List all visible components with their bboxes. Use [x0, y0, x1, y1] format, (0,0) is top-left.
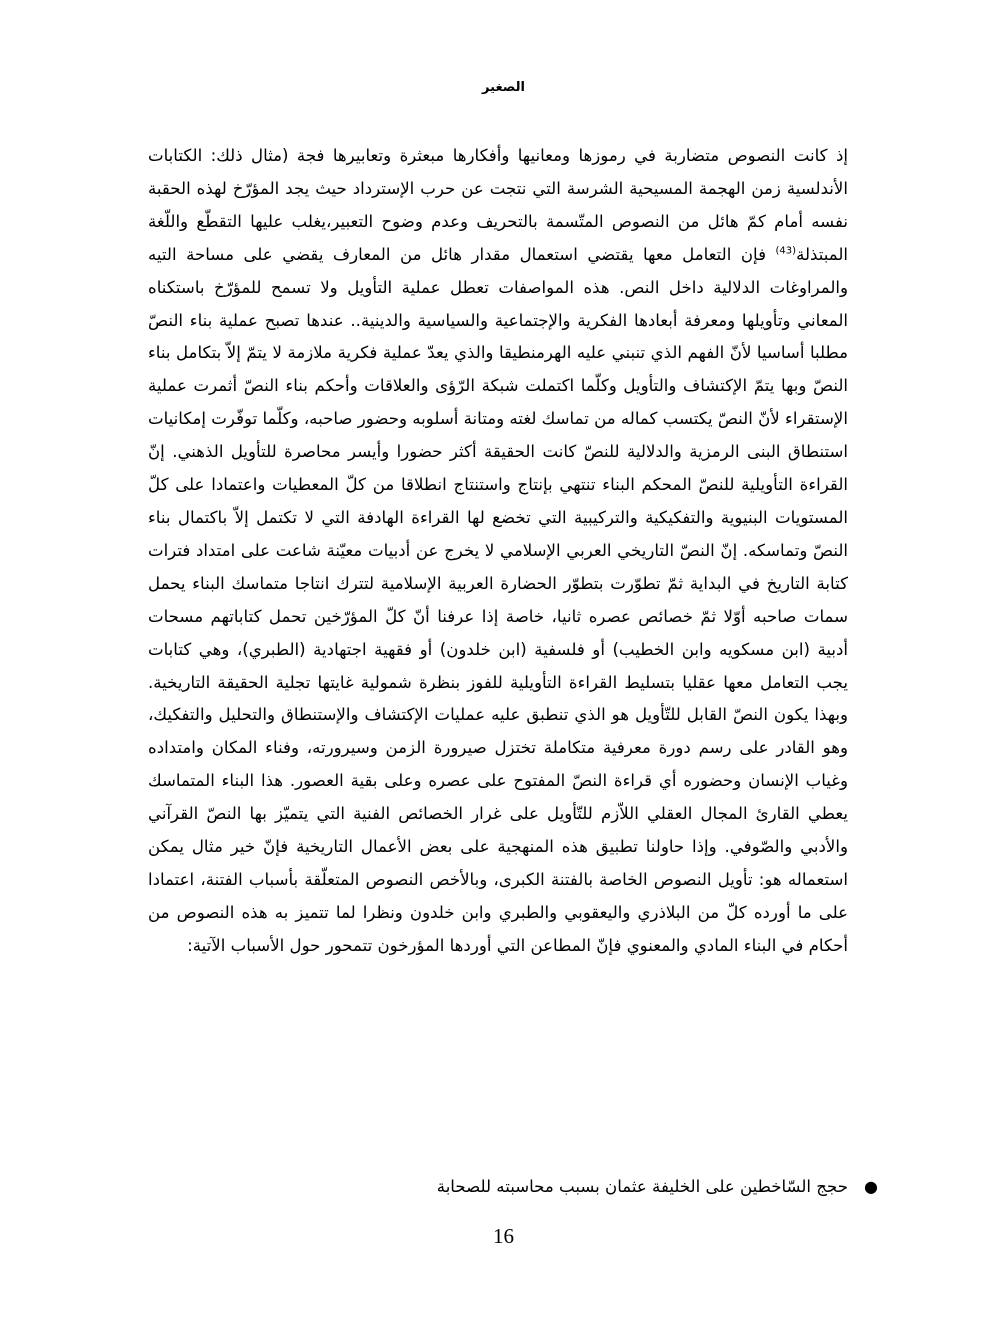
bullet-icon: ●	[864, 1177, 878, 1196]
page-number: 16	[493, 1224, 514, 1248]
bullet-list	[148, 1171, 878, 1204]
paragraph-text-part1: إذ كانت النصوص متضاربة في رموزها ومعانيها وأفكارها مبعثرة وتعابيرها فجة (مثال ذلك: الكتابات الأندلسية زمن الهجمة المسيحية الشرسة التي نتجت عن حرب الإسترداد حيث يجد المؤرّخ لهذه الحقبة نفسه أمام كمّ هائل من النصوص المتّسمة بالتحريف وعدم وضوح التعبير،يغلب عليها التقطّع واللّغة المبتذلة	[148, 146, 848, 264]
body-paragraph	[148, 140, 848, 963]
list-item-text: حجج السّاخطين على الخليفة عثمان بسبب محاسبته للصحابة	[436, 1177, 848, 1196]
running-header: الصغير	[482, 80, 525, 95]
paragraph-text-part2: فإن التعامل معها يقتضي استعمال مقدار هائل من المعارف يقضي على مساحة التيه والمراوغات الدلالية داخل النص. هذه المواصفات تعطل عملية التأويل ولا تسمح للمؤرّخ باستكناه المعاني وتأويلها ومعرفة أبعادها الفكرية والإجتماعية والسياسية والدينية.. عندها تصبح عملية بناء النصّ مطلبا أساسيا لأنّ الفهم الذي تنبني عليه الهرمنطيقا والذي يعدّ عملية فكرية ملازمة لا يتمّ إلاّ بتكامل بناء النصّ وبها يتمّ الإكتشاف والتأويل وكلّما اكتملت شبكة الرّؤى والعلاقات وأحكم بناء النصّ أثمرت عملية الإستقراء لأنّ النصّ يكتسب كماله من تماسك لغته ومتانة أسلوبه وحضور صاحبه، وكلّما توفّرت إمكانيات استنطاق البنى الرمزية والدلالية للنصّ كانت الحقيقة أكثر حضورا وأيسر محاصرة للتأويل الذهني. إنّ القراءة التأويلية للنصّ المحكم البناء تنتهي بإنتاج واستنتاج انطلاقا من كلّ المعطيات واعتمادا على كلّ المستويات البنيوية والتفكيكية والتركيبية التي تخضع لها القراءة الهادفة التي لا تكتمل إلاّ باكتمال بناء النصّ وتماسكه. إنّ النصّ التاريخي العربي الإسلامي لا يخرج عن أدبيات معيّنة شاعت على امتداد فترات كتابة التاريخ في البداية ثمّ تطوّرت بتطوّر الحضارة العربية الإسلامية لتترك انتاجا متماسك البناء يحمل سمات صاحبه أوّلا ثمّ خصائص عصره ثانيا، خاصة إذا عرفنا أنّ كلّ المؤرّخين تحمل كتاباتهم مسحات أدبية (ابن مسكويه وابن الخطيب) أو فلسفية (ابن خلدون) أو فقهية اجتهادية (الطبري)، وهي كتابات يجب التعامل معها عقليا بتسليط القراءة التأويلية للفوز بنظرة شمولية غايتها تجلية الحقيقة التاريخية. وبهذا يكون النصّ القابل للتّأويل هو الذي تنطبق عليه عمليات الإكتشاف والإستنطاق والتحليل والتفكيك، وهو القادر على رسم دورة معرفية متكاملة تختزل صيرورة الزمن وسيرورته، وفناء المكان وامتداده وغياب الإنسان وحضوره أي قراءة النصّ المفتوح على عصره وعلى بقية العصور. هذا البناء المتماسك يعطي القارئ المجال العقلي اللاّزم للتّأويل على غرار الخصائص الفنية التي يتميّز بها النصّ القرآني والأدبي والصّوفي. وإذا حاولنا تطبيق هذه المنهجية على بعض الأعمال التاريخية فإنّ خير مثال يمكن استعماله هو: تأويل النصوص الخاصة بالفتنة الكبرى، وبالأخص النصوص المتعلّقة بأسباب الفتنة، اعتمادا على ما أورده كلّ من البلاذري واليعقوبي والطبري وابن خلدون ونظرا لما تتميز به هذه النصوص من أحكام في البناء المادي والمعنوي فإنّ المطاعن التي أوردها المؤرخون تتمحور حول الأسباب الآتية:	[148, 244, 848, 955]
list-item	[148, 1171, 878, 1204]
footnote-reference[interactable]: (43)	[775, 245, 797, 257]
